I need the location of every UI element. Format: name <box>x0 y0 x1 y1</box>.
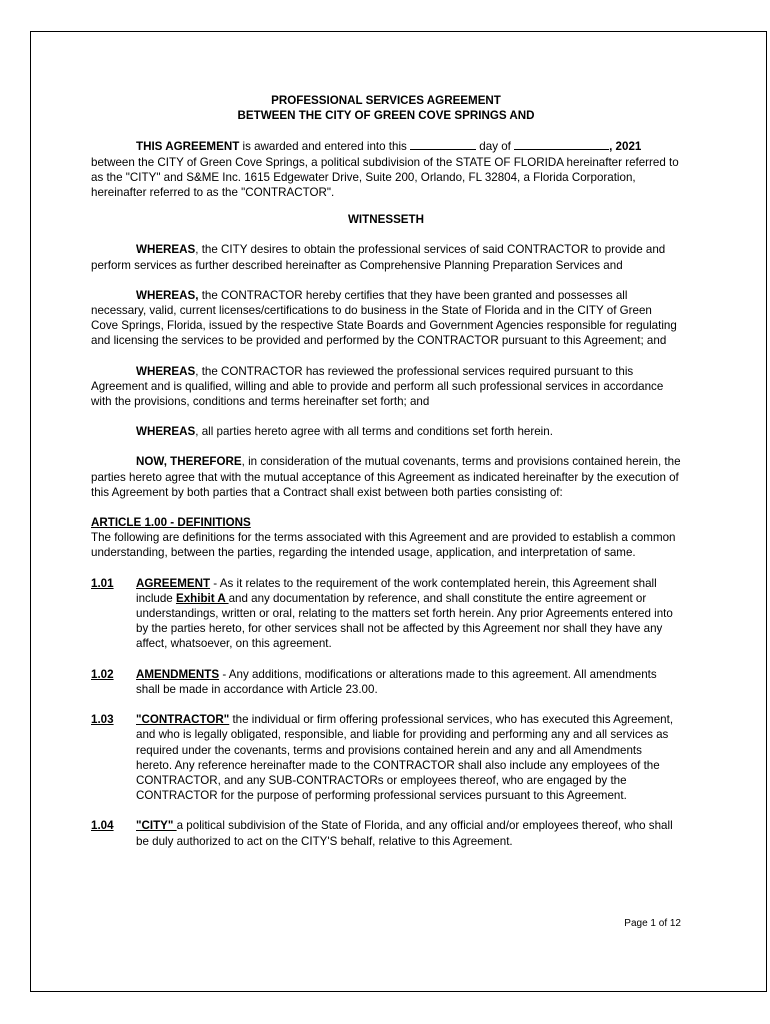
page-number: Page 1 of 12 <box>624 918 681 929</box>
whereas-paragraph: WHEREAS, the CONTRACTOR has reviewed the professional services required pursuant to this Agreement and is qualified, willing and able to provide and perform all such professional services in accordance with the provisions, conditions and terms hereinafter set forth; and <box>91 364 664 409</box>
document-title-line-1: PROFESSIONAL SERVICES AGREEMENT <box>271 94 501 107</box>
whereas-paragraph: WHEREAS, all parties hereto agree with all terms and conditions set forth herein. <box>136 425 553 439</box>
whereas-paragraph: WHEREAS, the CONTRACTOR hereby certifies that they have been granted and possesses all necessary, valid, current licenses/certifications to do business in the State of Florida and in the CITY of Green Cove Springs, Florida, issued by the respective State Boards and Government Agencies responsible for regulating and licensing the services to be provided and performed by the CONTRACTOR pursuant to this Agreement; and <box>91 288 677 348</box>
definition-item <box>91 667 681 697</box>
month-blank <box>514 138 609 150</box>
day-blank <box>410 138 476 150</box>
opening-lead: THIS AGREEMENT <box>136 140 240 154</box>
definition-number: 1.02 <box>91 667 114 681</box>
witnesseth-heading: WITNESSETH <box>347 213 424 227</box>
definition-item <box>91 818 681 848</box>
definition-item <box>91 576 681 652</box>
definition-text: AGREEMENT - As it relates to the requirement of the work contemplated herein, this Agreement shall include Exhibit A and any documentation by reference, and shall constitute the entire agreement or understandings, written or oral, relating to the matters set forth herein. Any prior Agreements entered into by the parties hereto, for other services shall not be affected by this Agreement nor shall they have any affect, whatsoever, on this agreement. <box>136 576 673 651</box>
whereas-paragraph: WHEREAS, the CITY desires to obtain the professional services of said CONTRACTOR to provide and perform services as further described hereinafter as Comprehensive Planning Preparation Services and <box>91 243 666 272</box>
definition-text: AMENDMENTS - Any additions, modifications or alterations made to this agreement. All amendments shall be made in accordance with Article 23.00. <box>136 667 657 696</box>
article-heading: ARTICLE 1.00 - DEFINITIONS <box>91 516 251 530</box>
definition-number: 1.03 <box>91 713 114 727</box>
opening-paragraph: THIS AGREEMENT is awarded and entered into this day of , 2021 between the CITY of Green Cove Springs, a political subdivision of the STATE OF FLORIDA hereinafter referred to as the "CITY" and S&ME Inc. 1615 Edgewater Drive, Suite 200, Orlando, FL 32804, a Florida Corporation, hereinafter referred to as the "CONTRACTOR". <box>91 140 679 200</box>
definition-number: 1.04 <box>91 819 114 833</box>
article-intro: The following are definitions for the terms associated with this Agreement and are provided to establish a common understanding, between the parties, regarding the intended usage, application, and interpretation of same. <box>91 531 676 560</box>
now-therefore-paragraph: NOW, THEREFORE, in consideration of the mutual covenants, terms and provisions contained herein, the parties hereto agree that with the mutual acceptance of this Agreement as indicated hereinafter by the execution of this Agreement by both parties that a Contract shall exist between both parties consisting of: <box>91 455 681 499</box>
definition-text: "CONTRACTOR" the individual or firm offering professional services, who has executed this Agreement, and who is legally obligated, responsible, and liable for providing and performing any and all services as required under the covenants, terms and provisions contained herein and any and all Amendments hereto. Any reference hereinafter made to the CONTRACTOR shall also include any employees of the CONTRACTOR, and any SUB-CONTRACTORs or employees thereof, who are engaged by the CONTRACTOR for the purpose of performing professional services pursuant to this Agreement. <box>136 713 674 803</box>
definition-number: 1.01 <box>91 576 114 590</box>
document-title-line-2: BETWEEN THE CITY OF GREEN COVE SPRINGS AND <box>237 109 535 123</box>
definition-item <box>91 712 681 803</box>
definition-text: "CITY" a political subdivision of the State of Florida, and any official and/or employees thereof, who shall be duly authorized to act on the CITY'S behalf, relative to this Agreement. <box>136 819 673 848</box>
document-body <box>91 93 681 849</box>
